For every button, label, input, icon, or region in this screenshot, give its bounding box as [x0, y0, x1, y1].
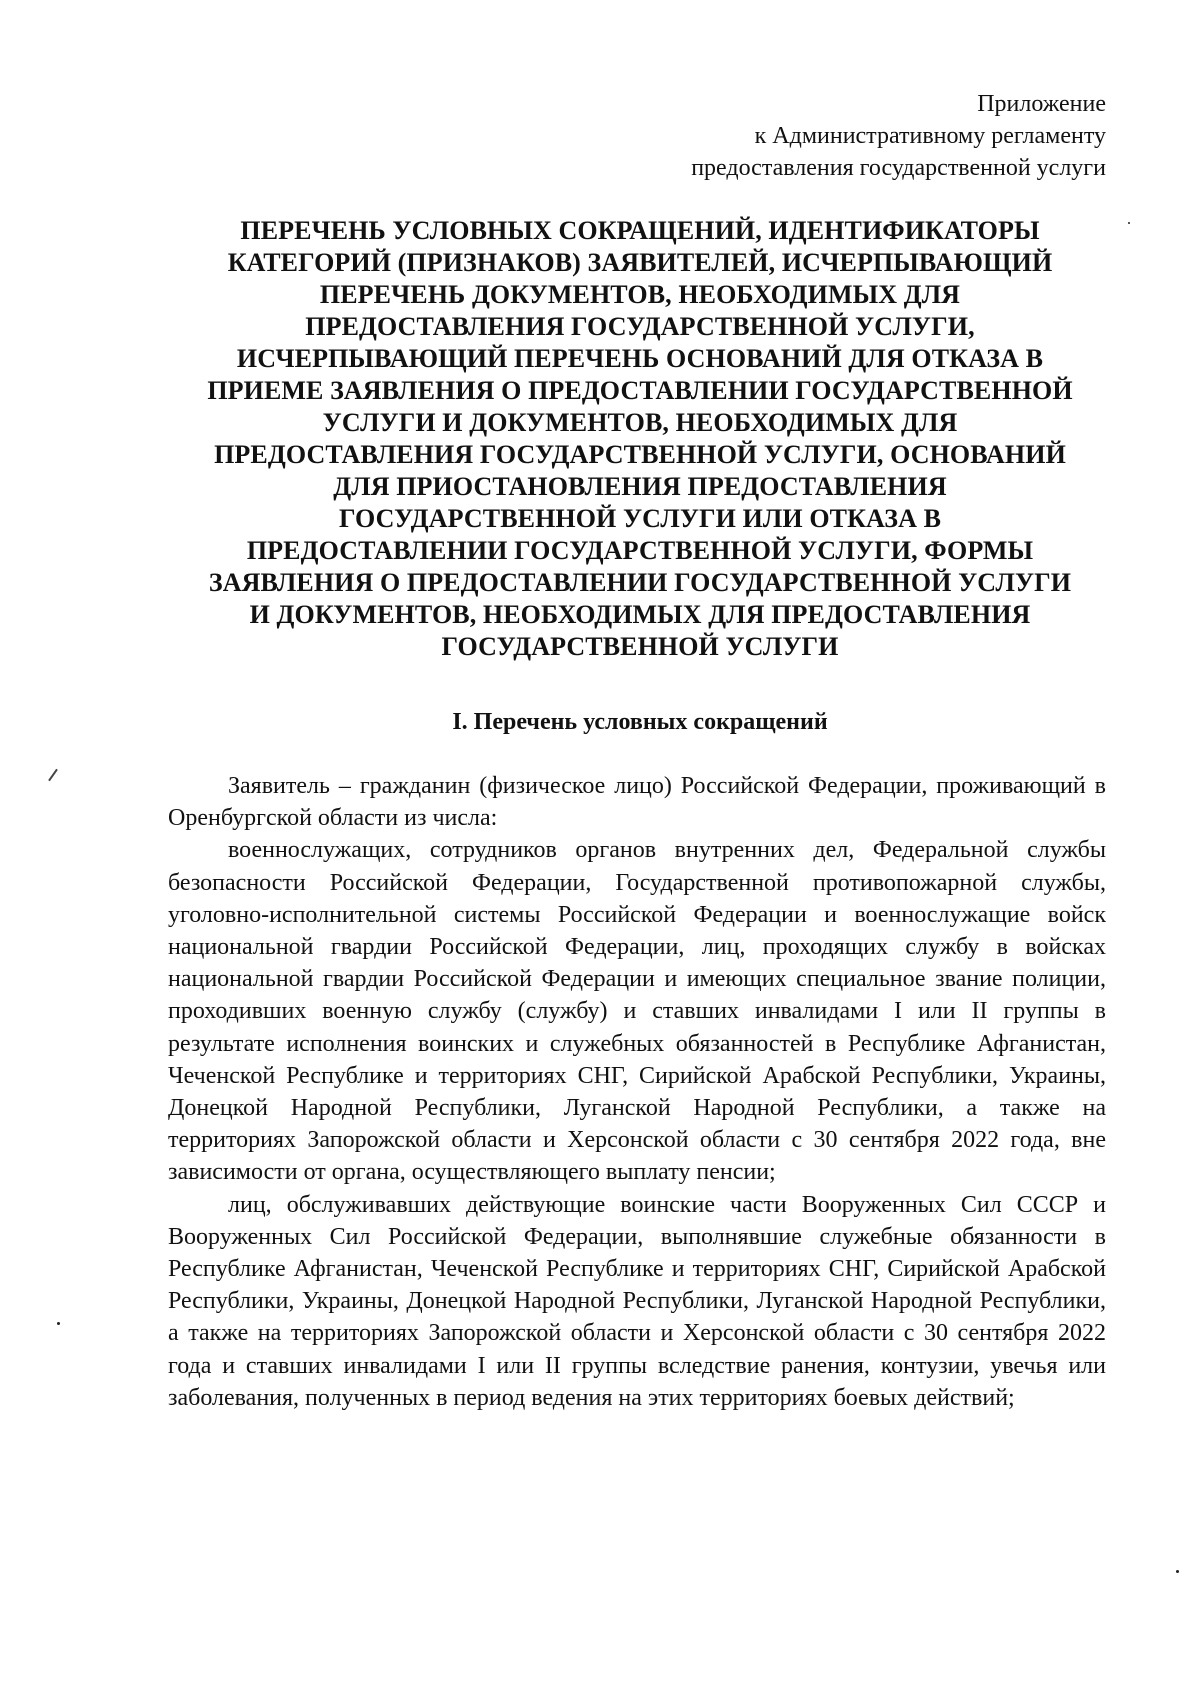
appendix-header [546, 88, 1106, 184]
title-line: ПРЕДОСТАВЛЕНИИ ГОСУДАРСТВЕННОЙ УСЛУГИ, ФОРМЫ [246, 536, 1034, 565]
appendix-reference-continued: предоставления государственной услуги [691, 155, 1106, 181]
scan-speck [1176, 1570, 1179, 1573]
title-line: ПРЕДОСТАВЛЕНИЯ ГОСУДАРСТВЕННОЙ УСЛУГИ, ОСНОВАНИЙ [214, 440, 1066, 469]
title-line: И ДОКУМЕНТОВ, НЕОБХОДИМЫХ ДЛЯ ПРЕДОСТАВЛЕНИЯ [249, 600, 1031, 629]
scan-artifact [48, 769, 58, 782]
title-line: ПЕРЕЧЕНЬ УСЛОВНЫХ СОКРАЩЕНИЙ, ИДЕНТИФИКАТОРЫ [240, 216, 1040, 245]
paragraph-service-units: лиц, обслуживавших действующие воинские части Вооруженных Сил СССР и Вооруженных Сил Российской Федерации, выполнявшие служебные обязанности в Республике Афганистан, Чеченской Республике и территориях СНГ, Сирийской Арабской Республики, Украины, Донецкой Народной Республики, Луганской Народной Республики, а также на территориях Запорожской области и Херсонской области с 30 сентября 2022 года и ставших инвалидами I или II группы вследствие ранения, контузии, увечья или заболевания, полученных в период ведения на этих территориях боевых действий; [168, 1191, 1106, 1411]
title-line: ПРЕДОСТАВЛЕНИЯ ГОСУДАРСТВЕННОЙ УСЛУГИ, [305, 312, 975, 341]
title-line: ПРИЕМЕ ЗАЯВЛЕНИЯ О ПРЕДОСТАВЛЕНИИ ГОСУДАРСТВЕННОЙ [207, 376, 1073, 405]
title-line: ДЛЯ ПРИОСТАНОВЛЕНИЯ ПРЕДОСТАВЛЕНИЯ [333, 472, 947, 501]
paragraph-applicant-definition: Заявитель – гражданин (физическое лицо) Российской Федерации, проживающий в Оренбургской области из числа: [168, 773, 1106, 832]
section-heading: I. Перечень условных сокращений [452, 709, 828, 735]
scan-speck [1128, 222, 1130, 224]
title-line: УСЛУГИ И ДОКУМЕНТОВ, НЕОБХОДИМЫХ ДЛЯ [322, 408, 958, 437]
appendix-reference: к Административному регламенту [754, 123, 1106, 149]
title-line: ИСЧЕРПЫВАЮЩИЙ ПЕРЕЧЕНЬ ОСНОВАНИЙ ДЛЯ ОТКАЗА В [236, 344, 1044, 373]
scan-speck [57, 1322, 60, 1325]
appendix-label: Приложение [977, 91, 1106, 117]
title-line: ГОСУДАРСТВЕННОЙ УСЛУГИ [441, 632, 839, 661]
document-title [160, 215, 1120, 663]
document-body [168, 770, 1106, 1414]
paragraph-military-personnel: военнослужащих, сотрудников органов внутренних дел, Федеральной службы безопасности Российской Федерации, Государственной противопожарной службы, уголовно-исполнительной системы Российской Федерации и военнослужащие войск национальной гвардии Российской Федерации, лиц, проходящих службу в войсках национальной гвардии Российской Федерации и имеющих специальное звание полиции, проходивших военную службу (службу) и ставших инвалидами I или II группы в результате исполнения воинских и служебных обязанностей в Республике Афганистан, Чеченской Республике и территориях СНГ, Сирийской Арабской Республики, Украины, Донецкой Народной Республики, Луганской Народной Республики, а также на территориях Запорожской области и Херсонской области с 30 сентября 2022 года, вне зависимости от органа, осуществляющего выплату пенсии; [168, 837, 1106, 1186]
title-line: ЗАЯВЛЕНИЯ О ПРЕДОСТАВЛЕНИИ ГОСУДАРСТВЕННОЙ УСЛУГИ [208, 568, 1072, 597]
title-line: ПЕРЕЧЕНЬ ДОКУМЕНТОВ, НЕОБХОДИМЫХ ДЛЯ [319, 280, 961, 309]
title-line: КАТЕГОРИЙ (ПРИЗНАКОВ) ЗАЯВИТЕЛЕЙ, ИСЧЕРПЫВАЮЩИЙ [227, 248, 1053, 277]
title-line: ГОСУДАРСТВЕННОЙ УСЛУГИ ИЛИ ОТКАЗА В [338, 504, 942, 533]
